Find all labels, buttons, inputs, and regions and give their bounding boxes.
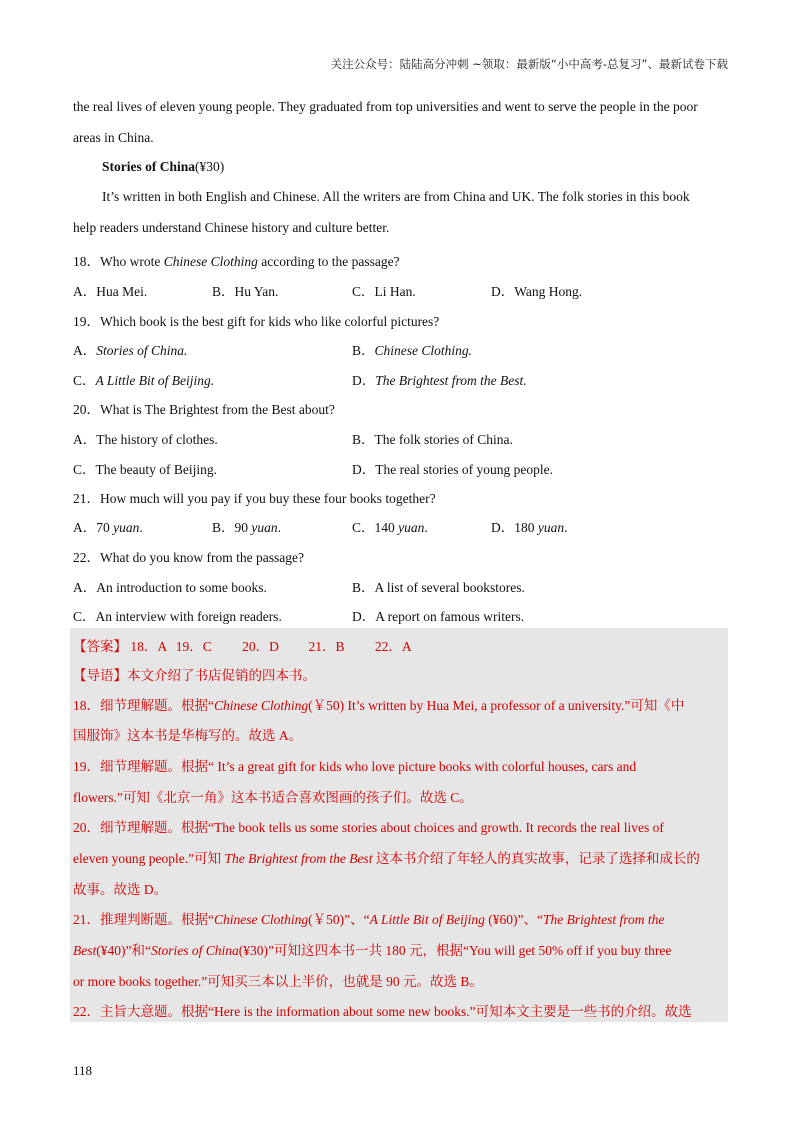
q21-option-c: C．140 yuan. [352,520,428,535]
q19-option-a: A．Stories of China. [73,343,188,358]
intro-line-2: areas in China. [73,130,154,145]
q18-post: according to the passage? [257,254,400,269]
answer-label: 【答案】 [73,639,127,654]
explain-21-line-3: or more books together.”可知买三本以上半价，也就是 90 元。故选 B。 [73,974,483,989]
book-price: (¥30) [195,159,225,174]
q18-option-a: A．Hua Mei. [73,284,148,299]
book-title: Stories of China [102,159,196,174]
q18-book: Chinese Clothing [163,254,258,269]
q19-option-c: C．A Little Bit of Beijing. [73,373,215,388]
answer-22: 22．A [374,639,412,654]
explain-22-line-1: 22．主旨大意题。根据“Here is the information about some new books.”可知本文主要是一些书的介绍。故选 [73,1004,692,1019]
explain-20-line-3: 故事。故选 D。 [73,882,168,897]
book-heading [102,159,224,175]
q19-stem: 19．Which book is the best gift for kids who like colorful pictures? [73,314,440,329]
explain-19-line-2: flowers.”可知《北京一角》这本书适合喜欢图画的孩子们。故选 C。 [73,790,473,805]
q20-option-a: A．The history of clothes. [73,432,218,447]
q22-option-c: C．An interview with foreign readers. [73,609,282,624]
q18-pre: 18．Who wrote [73,254,164,269]
explain-18-line-1: 18．细节理解题。根据“Chinese Clothing(￥50) It’s written by Hua Mei, a professor of a university.”可知《中 [73,698,685,713]
intro-line-1: the real lives of eleven young people. They graduated from top universities and went to serve the people in the poor [73,99,698,114]
q18-option-d: D．Wang Hong. [491,284,583,299]
explain-20-line-2: eleven young people.”可知 The Brightest from the Best 这本书介绍了年轻人的真实故事，记录了选择和成长的 [73,851,700,866]
answer-20: 20．D [242,639,279,654]
q18-option-b: B．Hu Yan. [212,284,279,299]
answer-19: 19．C [175,639,212,654]
q22-option-a: A．An introduction to some books. [73,580,267,595]
q22-option-d: D．A report on famous writers. [352,609,525,624]
answer-line [73,635,412,655]
q20-option-c: C．The beauty of Beijing. [73,462,217,477]
q22-option-b: B．A list of several bookstores. [352,580,525,595]
explain-21-line-1: 21．推理判断题。根据“Chinese Clothing(￥50)”、“A Little Bit of Beijing (¥60)”、“The Brightest from the [73,912,665,927]
q20-option-b: B．The folk stories of China. [352,432,513,447]
q20-stem: 20．What is The Brightest from the Best about? [73,402,335,417]
guide-line: 【导语】本文介绍了书店促销的四本书。 [73,668,316,683]
q21-option-d: D．180 yuan. [491,520,568,535]
q22-stem: 22．What do you know from the passage? [73,550,304,565]
explain-18-line-2: 国服饰》这本书是华梅写的。故选 A。 [73,728,303,743]
q19-option-b: B．Chinese Clothing. [352,343,473,358]
q21-stem: 21．How much will you pay if you buy these four books together? [73,491,436,506]
book-desc-line-2: help readers understand Chinese history and culture better. [73,220,390,235]
q18-stem [73,250,400,270]
answer-21: 21．B [308,639,345,654]
q21-option-a: A．70 yuan. [73,520,143,535]
page-number: 118 [73,1063,93,1078]
q21-option-b: B．90 yuan. [212,520,282,535]
explain-20-line-1: 20．细节理解题。根据“The book tells us some stories about choices and growth. It records the real lives of [73,820,664,835]
q19-option-d: D．The Brightest from the Best. [352,373,527,388]
explain-19-line-1: 19．细节理解题。根据“ It’s a great gift for kids who love picture books with colorful houses, cars and [73,759,637,774]
page-header: 关注公众号：陆陆高分冲刺 ~领取：最新版“小中高考-总复习”、最新试卷下载 [330,57,728,71]
explain-21-line-2: Best(¥40)”和“Stories of China(¥30)”可知这四本书一共 180 元，根据“You will get 50% off if you buy three [73,943,672,958]
q20-option-d: D．The real stories of young people. [352,462,553,477]
answer-18: 18．A [130,639,168,654]
book-desc-line-1: It’s written in both English and Chinese. All the writers are from China and UK. The folk stories in this book [102,189,690,204]
q18-option-c: C．Li Han. [352,284,416,299]
